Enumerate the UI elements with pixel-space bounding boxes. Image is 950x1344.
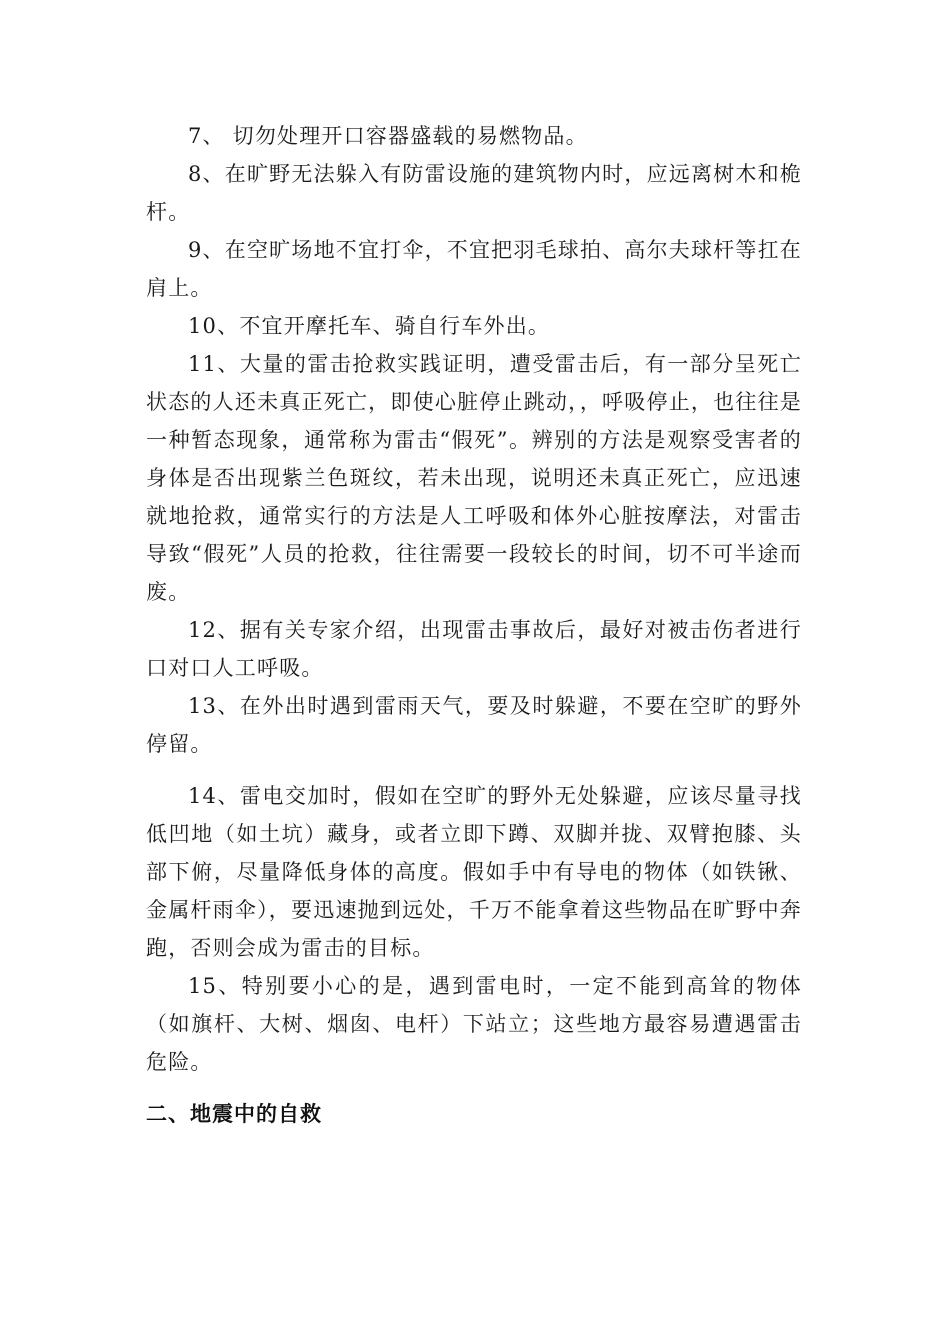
- paragraph-item-8: 8、在旷野无法躲入有防雷设施的建筑物内时，应远离树木和桅杆。: [146, 162, 802, 224]
- paragraph-item-14: 14、雷电交加时，假如在空旷的野外无处躲避，应该尽量寻找低凹地（如土坑）藏身，或者立即下蹲、双脚并拢、双臂抱膝、头部下俯，尽量降低身体的高度。假如手中有导电的物体（如铁锹、金属杆雨伞），要迅速抛到远处，千万不能拿着这些物品在旷野中奔跑，否则会成为雷击的目标。: [146, 784, 802, 960]
- paragraph-item-15: 15、特别要小心的是，遇到雷电时，一定不能到高耸的物体（如旗杆、大树、烟囱、电杆）下站立；这些地方最容易遭遇雷击危险。: [146, 974, 802, 1074]
- paragraph-item-7: 7、 切勿处理开口容器盛载的易燃物品。: [188, 124, 588, 148]
- section-spacer: [146, 1081, 802, 1095]
- paragraph-item-11: 11、大量的雷击抢救实践证明，遭受雷击后，有一部分呈死亡状态的人还未真正死亡，即使心脏停止跳动，，呼吸停止，也往往是一种暂态现象，通常称为雷击“假死”。辨别的方法是观察受害者的身体是否出现紫兰色斑纹，若未出现，说明还未真正死亡，应迅速就地抢救，通常实行的方法是人工呼吸和体外心脏按摩法，对雷击导致“假死”人员的抢救，往往需要一段较长的时间，切不可半途而废。: [146, 352, 802, 604]
- document-body: [146, 117, 802, 1133]
- paragraph-item-13: 13、在外出时遇到雷雨天气，要及时躲避，不要在空旷的野外停留。: [146, 694, 802, 756]
- paragraph-item-12: 12、据有关专家介绍，出现雷击事故后，最好对被击伤者进行口对口人工呼吸。: [146, 618, 802, 680]
- paragraph-item-9: 9、在空旷场地不宜打伞，不宜把羽毛球拍、高尔夫球杆等扛在肩上。: [146, 238, 802, 300]
- paragraph-item-10: 10、不宜开摩托车、骑自行车外出。: [188, 314, 551, 338]
- paragraph-spacer: [146, 763, 802, 777]
- section-heading: 二、地震中的自救: [146, 1102, 322, 1126]
